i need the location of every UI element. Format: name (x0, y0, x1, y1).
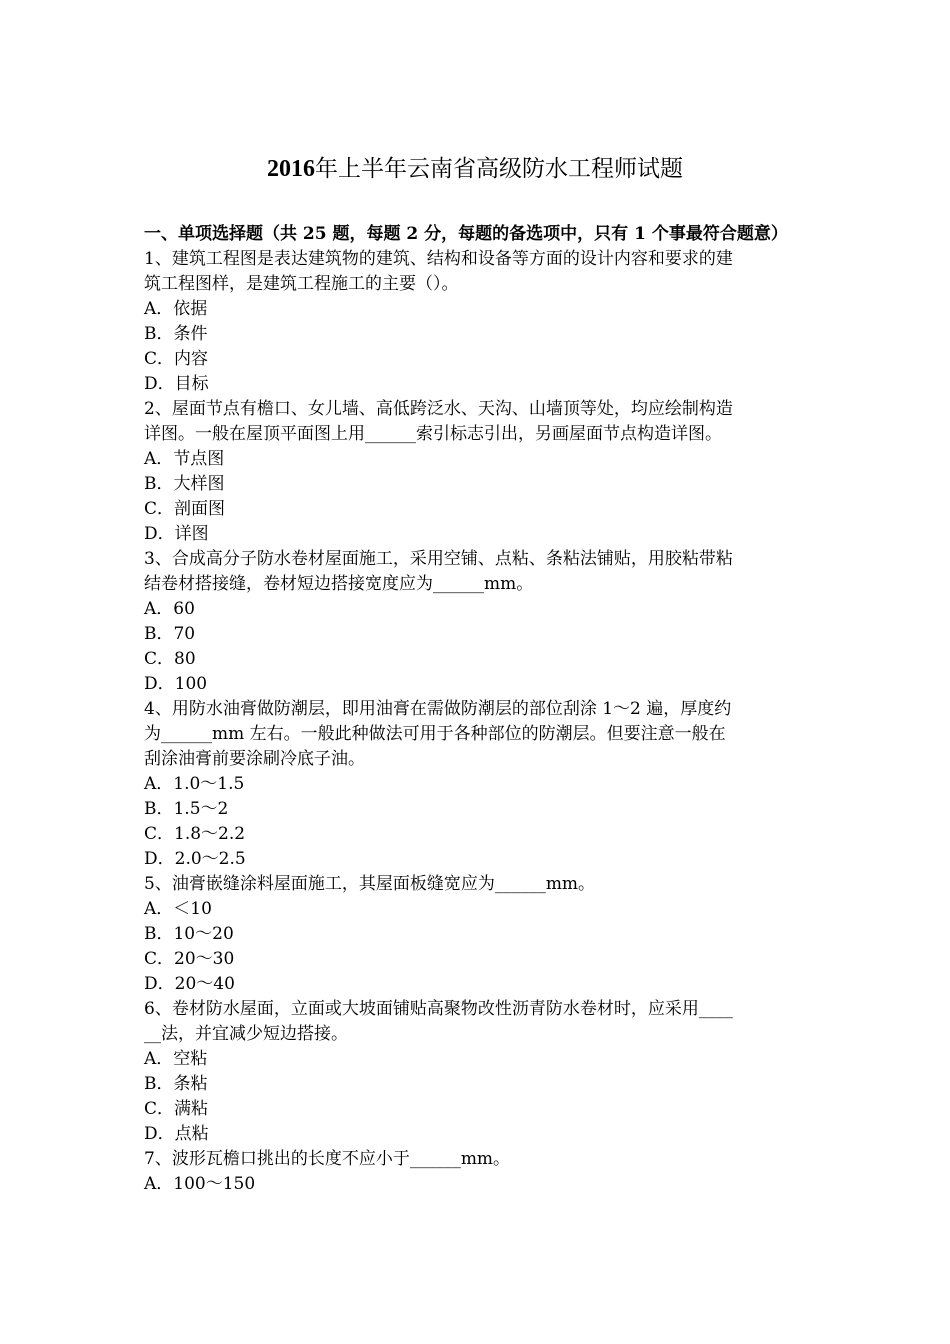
section-heading: 一、单项选择题（共 25 题，每题 2 分，每题的备选项中，只有 1 个事最符合题意） (144, 224, 788, 244)
answer-option: C．满粘 (144, 1099, 209, 1119)
document-title (0, 152, 950, 186)
title-text: 年上半年云南省高级防水工程师试题 (315, 156, 683, 182)
answer-option: D．20～40 (144, 974, 235, 994)
answer-option: A．＜10 (144, 899, 212, 919)
answer-option: D．100 (144, 674, 208, 694)
answer-option: C．80 (144, 649, 196, 669)
question-stem-line: __法，并宜减少短边搭接。 (144, 1024, 348, 1044)
title-year: 2016 (267, 156, 315, 182)
answer-option: C．20～30 (144, 949, 235, 969)
answer-option: B．1.5～2 (144, 799, 229, 819)
answer-option: A．依据 (144, 299, 208, 319)
answer-option: C．1.8～2.2 (144, 824, 246, 844)
answer-option: C．内容 (144, 349, 209, 369)
answer-option: A．100～150 (144, 1174, 256, 1194)
answer-option: A．节点图 (144, 449, 225, 469)
question-stem-line: 为______mm 左右。一般此种做法可用于各种部位的防潮层。但要注意一般在 (144, 724, 726, 744)
question-7 (144, 1147, 808, 1197)
question-stem-line: 6、卷材防水屋面，立面或大坡面铺贴高聚物改性沥青防水卷材时，应采用____ (144, 999, 733, 1019)
answer-option: B．70 (144, 624, 196, 644)
answer-option: D．详图 (144, 524, 209, 544)
question-3 (144, 547, 808, 697)
answer-option: D．2.0～2.5 (144, 849, 246, 869)
question-stem-line: 1、建筑工程图是表达建筑物的建筑、结构和设备等方面的设计内容和要求的建 (144, 249, 733, 269)
question-stem-line: 刮涂油膏前要涂刷冷底子油。 (144, 749, 365, 769)
answer-option: C．剖面图 (144, 499, 226, 519)
question-6 (144, 997, 808, 1147)
question-4 (144, 697, 808, 872)
question-stem-line: 7、波形瓦檐口挑出的长度不应小于______mm。 (144, 1149, 511, 1169)
question-stem-line: 筑工程图样，是建筑工程施工的主要（）。 (144, 274, 459, 294)
question-stem-line: 结卷材搭接缝，卷材短边搭接宽度应为______mm。 (144, 574, 534, 594)
answer-option: B．条件 (144, 324, 208, 344)
answer-option: D．点粘 (144, 1124, 209, 1144)
question-stem-line: 4、用防水油膏做防潮层，即用油膏在需做防潮层的部位刮涂 1～2 遍，厚度约 (144, 699, 732, 719)
question-5 (144, 872, 808, 997)
answer-option: A．空粘 (144, 1049, 208, 1069)
answer-option: B．条粘 (144, 1074, 208, 1094)
answer-option: A．60 (144, 599, 195, 619)
question-stem-line: 5、油膏嵌缝涂料屋面施工，其屋面板缝宽应为______mm。 (144, 874, 596, 894)
question-stem-line: 3、合成高分子防水卷材屋面施工，采用空铺、点粘、条粘法铺贴，用胶粘带粘 (144, 549, 733, 569)
answer-option: B．大样图 (144, 474, 225, 494)
question-2 (144, 397, 808, 547)
document-body (144, 222, 808, 1197)
question-stem-line: 2、屋面节点有檐口、女儿墙、高低跨泛水、天沟、山墙顶等处，均应绘制构造 (144, 399, 733, 419)
question-stem-line: 详图。一般在屋顶平面图上用______索引标志引出，另画屋面节点构造详图。 (144, 424, 722, 444)
answer-option: D．目标 (144, 374, 209, 394)
answer-option: B．10～20 (144, 924, 234, 944)
answer-option: A．1.0～1.5 (144, 774, 245, 794)
question-1 (144, 247, 808, 397)
